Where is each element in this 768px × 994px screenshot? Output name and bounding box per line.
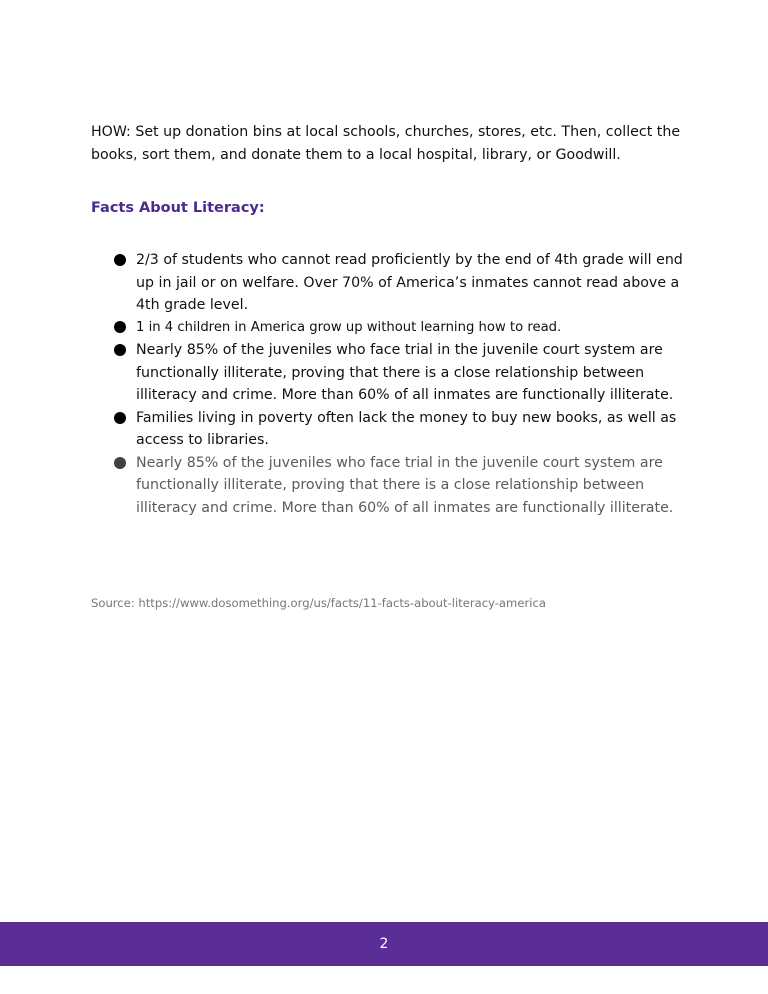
bullet-icon [114,254,126,266]
list-item [114,452,694,520]
fact-text: Families living in poverty often lack the money to buy new books, as well as access to libraries. [136,409,677,448]
list-item [114,317,694,340]
list-item [114,249,694,317]
list-item [114,339,694,407]
fact-text: Nearly 85% of the juveniles who face trial in the juvenile court system are functionally illiterate, proving that there is a close relationship between illiteracy and crime. More than 60% of all inmates are functionally illiterate. [136,342,674,403]
bullet-icon [114,344,126,356]
fact-text: 2/3 of students who cannot read proficiently by the end of 4th grade will end up in jail or on welfare. Over 70% of America’s inmates cannot read above a 4th grade level. [136,252,683,313]
fact-text: Nearly 85% of the juveniles who face trial in the juvenile court system are functionally illiterate, proving that there is a close relationship between illiteracy and crime. More than 60% of all inmates are functionally illiterate. [136,454,674,516]
facts-list [114,249,694,519]
bullet-icon [114,321,126,333]
how-paragraph: HOW: Set up donation bins at local schools, churches, stores, etc. Then, collect the books, sort them, and donate them to a local hospital, library, or Goodwill. [91,124,681,163]
page-number: 2 [379,936,389,952]
bullet-icon [114,457,126,469]
source-citation: Source: https://www.dosomething.org/us/facts/11-facts-about-literacy-america [91,596,546,610]
fact-text: 1 in 4 children in America grow up without learning how to read. [136,319,562,335]
list-item [114,407,694,452]
bullet-icon [114,412,126,424]
facts-heading: Facts About Literacy: [91,200,265,216]
